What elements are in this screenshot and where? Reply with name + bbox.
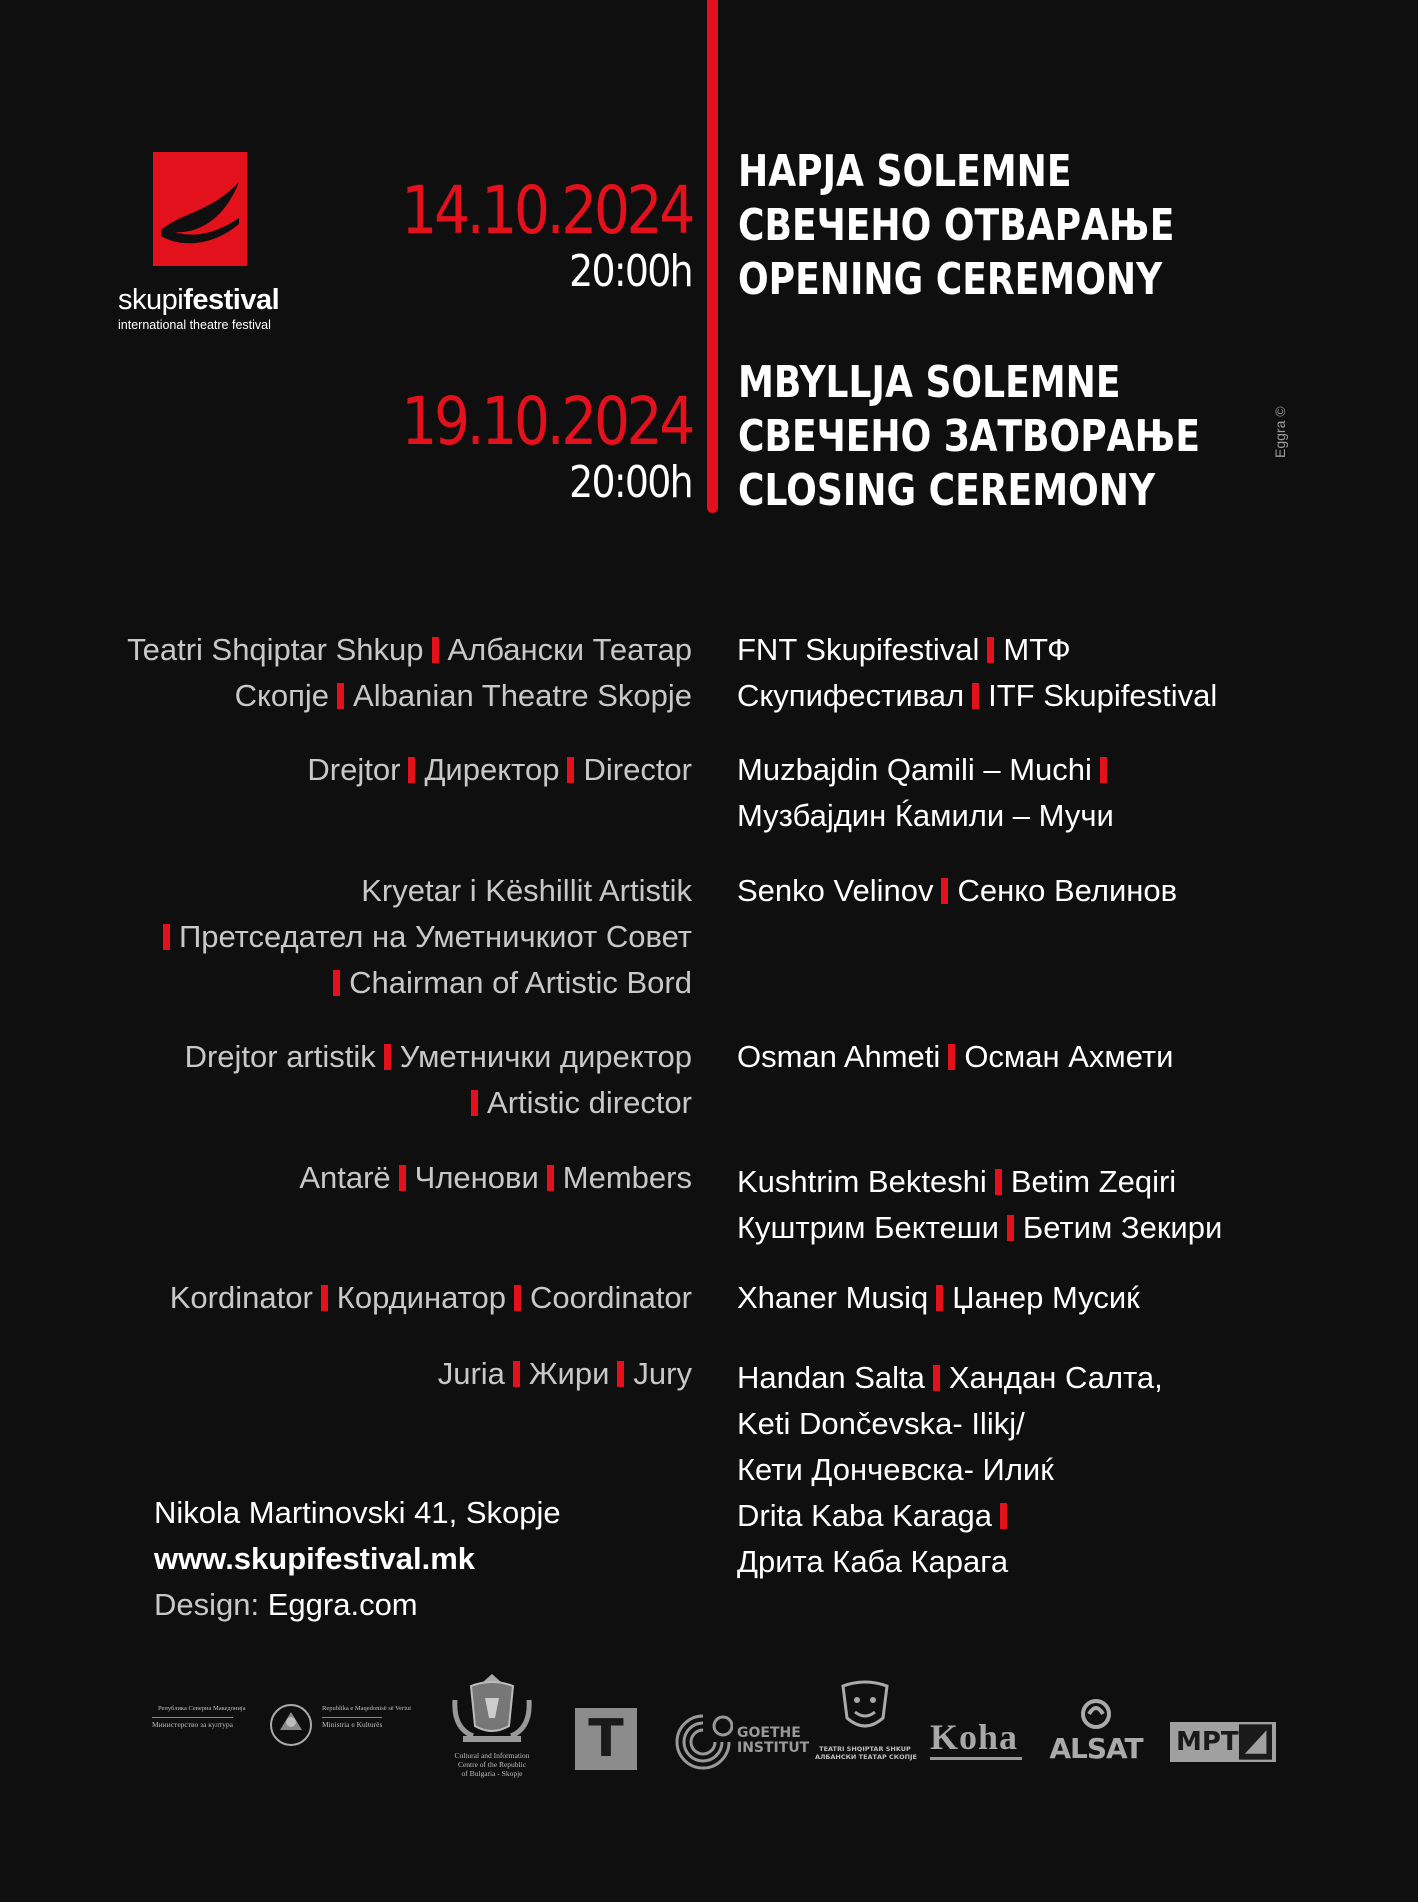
closing-time: 20:00h xyxy=(569,457,692,508)
closing-ceremony-title xyxy=(738,356,1301,518)
closing-line-mk: СВЕЧЕНО ЗАТВОРАЊЕ xyxy=(738,411,1200,462)
members-label: Antarë Членови Members xyxy=(299,1160,692,1195)
opening-line-en: OPENING CEREMONY xyxy=(738,254,1163,305)
website-link[interactable]: www.skupifestival.mk xyxy=(154,1541,476,1576)
koha-logo: Koha xyxy=(930,1716,1022,1760)
chairman-label: Kryetar i Këshillit Artistik Претседател на Уметничкиот Совет Chairman of Artistic Bord xyxy=(163,868,692,1006)
members-value: Kushtrim Bekteshi Betim Zeqiri Куштрим Бектеши Бетим Зекири xyxy=(737,1164,1223,1245)
opening-date: 14.10.2024 xyxy=(401,172,692,249)
opening-line-al: HAPJA SOLEMNE xyxy=(738,146,1072,197)
mrt-flag-icon xyxy=(1239,1724,1272,1760)
closing-line-al: MBYLLJA SOLEMNE xyxy=(738,357,1121,408)
alsat-swirl-icon xyxy=(1079,1698,1113,1730)
goethe-text: GOETHE xyxy=(737,1725,801,1741)
artistic-director-value: Osman Ahmeti Осман Ахмети xyxy=(737,1039,1174,1074)
footer-contact xyxy=(154,1490,561,1628)
ministry-of-culture-logo: Република Северна Македонија Министерство за култура Republika e Maqedonisë së Veriut Ministria e Kulturës xyxy=(150,1700,430,1760)
artistic-director-label: Drejtor artistik Уметнички директор Artistic director xyxy=(184,1039,692,1120)
chairman-value: Senko Velinov Сенко Велинов xyxy=(737,873,1178,908)
institut-text: INSTITUT xyxy=(737,1740,810,1756)
albanian-theatre-logo: TEATRI SHQIPTAR SHKUP АЛБАНСКИ ТЕАТАР СКОПЈЕ xyxy=(815,1678,915,1778)
address: Nikola Martinovski 41, Skopje xyxy=(154,1495,561,1530)
opening-time: 20:00h xyxy=(569,246,692,297)
skupifestival-logo xyxy=(118,152,288,332)
closing-line-en: CLOSING CEREMONY xyxy=(738,465,1156,516)
opening-date-block xyxy=(354,172,692,297)
logo-subtitle: international theatre festival xyxy=(118,318,271,332)
closing-date-block xyxy=(354,383,692,508)
divider-line xyxy=(707,0,718,513)
sponsor-logos xyxy=(150,1670,1280,1790)
director-label: Drejtor Директор Director xyxy=(307,752,692,787)
jury-value: Handan Salta Хандан Салта, Keti Dončevska- Ilikj/ Кети Дончевска- Илиќ Drita Kaba Karaga Дрита Каба Карага xyxy=(737,1360,1163,1579)
coordinator-label: Kordinator Кординатор Coordinator xyxy=(169,1280,692,1315)
bulgaria-coat-of-arms-icon xyxy=(449,1670,535,1746)
jury-label: Juria Жири Jury xyxy=(437,1356,692,1391)
mrt-logo: МРТ xyxy=(1170,1722,1276,1762)
coordinator-value: Xhaner Musiq Џанер Мусиќ xyxy=(737,1280,1140,1315)
opening-line-mk: СВЕЧЕНО ОТВАРАЊЕ xyxy=(738,200,1175,251)
director-value: Muzbajdin Qamili – Muchi Музбајдин Ќамили – Мучи xyxy=(737,752,1114,833)
design-credit-vertical: Eggra © xyxy=(1272,406,1288,458)
closing-date: 19.10.2024 xyxy=(401,383,692,460)
goethe-rings-icon xyxy=(673,1712,733,1772)
design-credit: Design: Eggra.com xyxy=(154,1587,418,1622)
opening-ceremony-title xyxy=(738,145,1270,307)
goethe-institut-logo xyxy=(673,1712,810,1772)
logo-wordmark: skupifestival xyxy=(118,284,280,316)
logo-mark-icon xyxy=(153,152,247,266)
organizer-value: FNT Skupifestival МТФ Скупифестивал ITF Skupifestival xyxy=(737,632,1218,713)
coat-of-arms-icon xyxy=(268,1700,314,1750)
organizer-label: Teatri Shqiptar Shkup Албански Театар Скопје Albanian Theatre Skopje xyxy=(127,632,692,713)
telekom-logo: T xyxy=(575,1708,637,1770)
theatre-masks-icon xyxy=(835,1678,895,1740)
alsat-logo: ALSAT xyxy=(1042,1698,1150,1768)
bulgarian-cultural-centre-logo: Cultural and Information Centre of the Republic of Bulgaria - Skopje xyxy=(447,1670,537,1790)
